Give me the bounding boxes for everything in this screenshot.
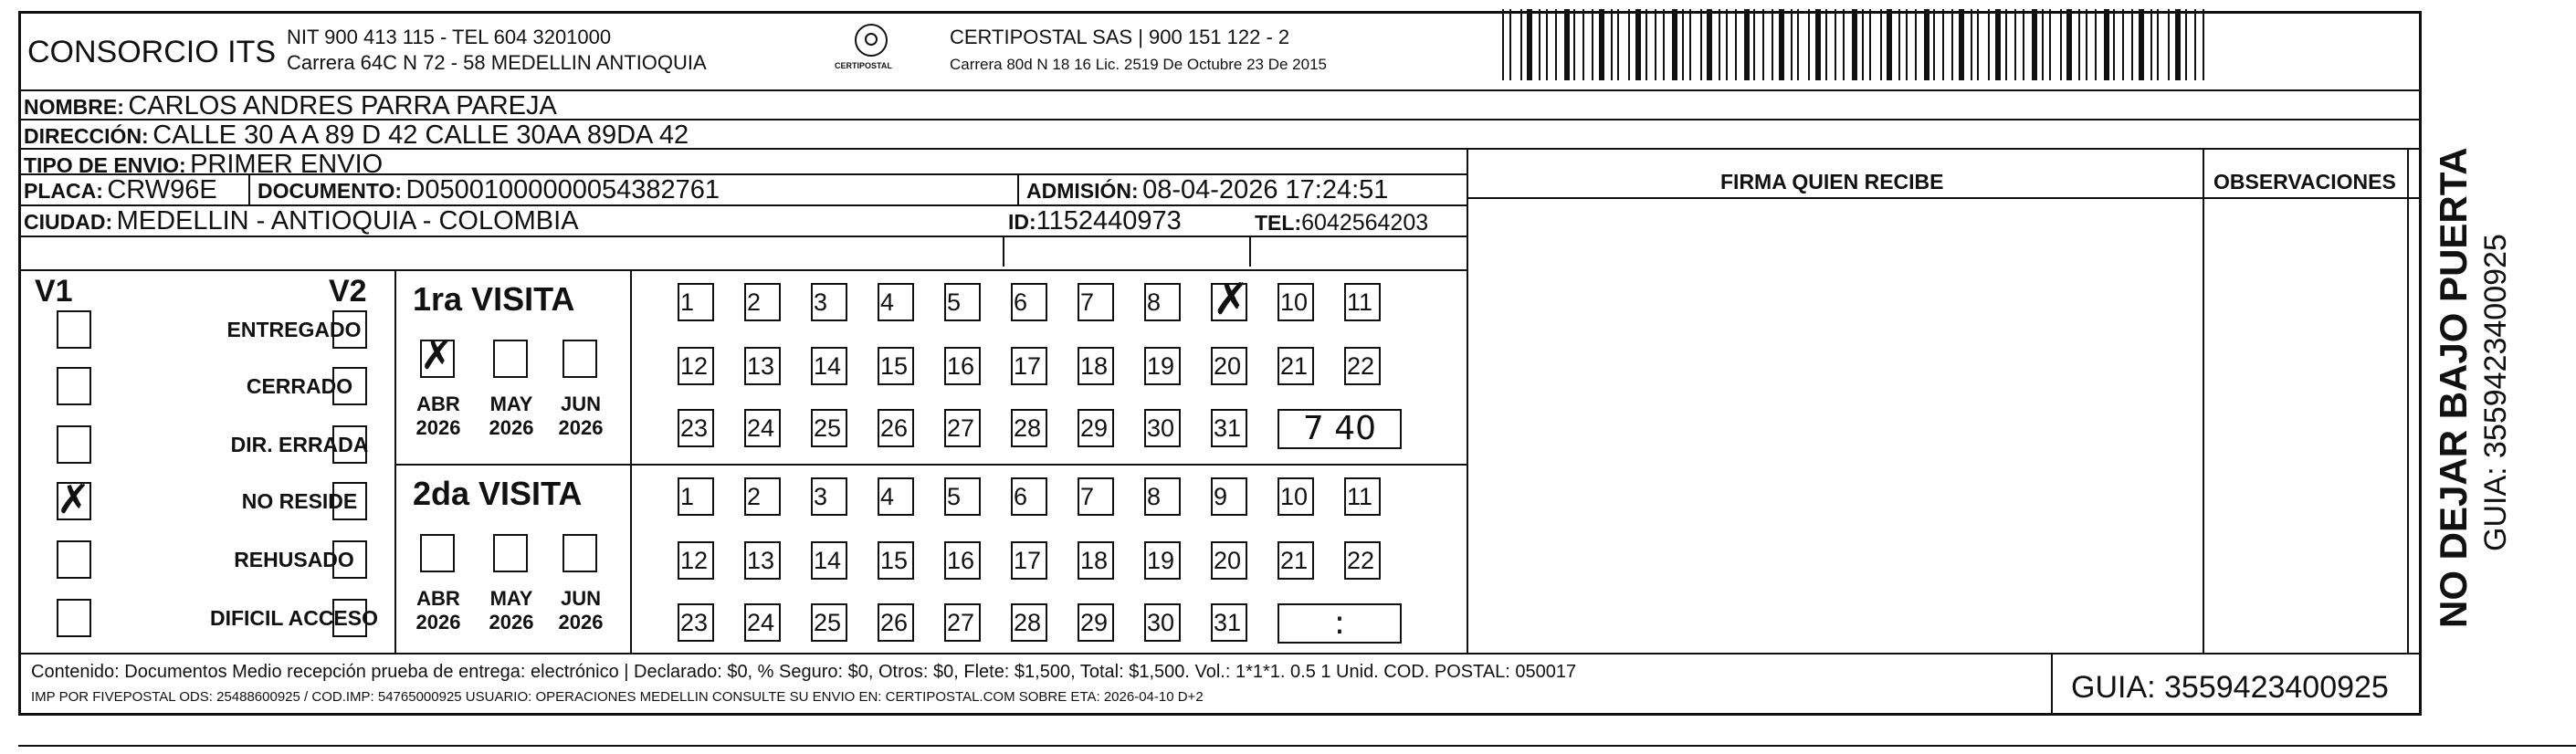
- document-label: DOCUMENTO:: [258, 179, 403, 203]
- barcode-bar: [1779, 9, 1784, 80]
- day-number: 1: [680, 288, 695, 316]
- visit-title: 2da VISITA: [413, 475, 583, 512]
- barcode-bar: [2175, 9, 2181, 80]
- barcode-bar: [1815, 9, 1821, 80]
- name-value: CARLOS ANDRES PARRA PAREJA: [128, 91, 557, 120]
- day-number: 14: [814, 352, 842, 380]
- day-number: 13: [747, 352, 775, 380]
- barcode-bar: [1700, 9, 1702, 80]
- day-number: 2: [747, 288, 762, 316]
- barcode-bar: [1635, 9, 1641, 80]
- plate-label: PLACA:: [24, 179, 103, 203]
- side-guia: GUIA: 3559423400925: [2478, 234, 2513, 551]
- rule: [2203, 148, 2204, 653]
- day-number: 24: [747, 609, 775, 636]
- day-number: 31: [1214, 414, 1242, 442]
- certipostal-logo-inner-icon: [865, 33, 878, 46]
- month-label: MAY: [489, 393, 533, 415]
- visit-title: 1ra VISITA: [413, 280, 575, 318]
- day-number: 12: [680, 547, 709, 574]
- barcode-bar: [1869, 9, 1871, 80]
- rule: [1249, 236, 1251, 267]
- barcode-bar: [2086, 9, 2087, 80]
- barcode-bar: [1744, 9, 1750, 80]
- barcode-bar: [1611, 9, 1613, 80]
- year-label: 2026: [489, 611, 534, 634]
- time-value: 7 40: [1302, 410, 1377, 447]
- v1-checkbox: [57, 310, 91, 349]
- company-address: Carrera 64C N 72 - 58 MEDELLIN ANTIOQUIA: [287, 51, 707, 74]
- barcode-bar: [2203, 9, 2204, 80]
- barcode-bar: [2042, 9, 2044, 80]
- day-number: 23: [680, 609, 709, 636]
- barcode-bar: [2095, 9, 2097, 80]
- year-label: 2026: [489, 416, 534, 439]
- send-type-value: PRIMER ENVIO: [190, 150, 384, 179]
- barcode-bar: [1915, 9, 1917, 80]
- nit-line: NIT 900 413 115 - TEL 604 3201000: [287, 26, 612, 48]
- day-number: 15: [880, 352, 909, 380]
- day-number: 29: [1080, 609, 1109, 636]
- barcode-bar: [1971, 9, 1972, 80]
- barcode-bar: [2168, 9, 2170, 80]
- barcode-bar: [1898, 9, 1900, 80]
- day-number: 19: [1147, 352, 1175, 380]
- name-label: NOMBRE:: [24, 95, 124, 119]
- month-label: ABR: [416, 393, 460, 415]
- rule: [394, 464, 1467, 466]
- barcode-bar: [1797, 9, 1799, 80]
- v1-checkbox: [57, 599, 91, 637]
- barcode-bar: [2014, 9, 2016, 80]
- barcode-bar: [2150, 9, 2152, 80]
- barcode-bar: [2078, 9, 2080, 80]
- day-number: 14: [814, 547, 842, 574]
- month-label: JUN: [560, 587, 601, 610]
- rule: [394, 269, 396, 653]
- day-number: 26: [880, 609, 909, 636]
- logo-text: CERTIPOSTAL: [835, 61, 892, 70]
- day-number: 16: [947, 547, 975, 574]
- barcode-bar: [1835, 9, 1836, 80]
- day-number: 28: [1014, 414, 1042, 442]
- status-label: CERRADO: [246, 374, 353, 398]
- day-number: 17: [1014, 352, 1042, 380]
- day-number: 22: [1347, 352, 1375, 380]
- barcode-bar: [1726, 9, 1728, 80]
- barcode-bar: [1617, 9, 1619, 80]
- barcode-bar: [1862, 9, 1864, 80]
- day-number: 10: [1280, 288, 1309, 316]
- day-number: 25: [814, 414, 842, 442]
- day-number: 19: [1147, 547, 1175, 574]
- day-number: 26: [880, 414, 909, 442]
- id-label: ID:: [1008, 210, 1036, 234]
- barcode-bar: [1753, 9, 1755, 80]
- day-number: 30: [1147, 609, 1175, 636]
- company-name: CONSORCIO ITS: [27, 35, 277, 69]
- rule: [1467, 197, 2203, 199]
- day-number: 7: [1080, 288, 1095, 316]
- month-label: ABR: [416, 587, 460, 610]
- no-dejar-bajo-puerta: NO DEJAR BAJO PUERTA: [2432, 147, 2475, 628]
- day-number: 21: [1280, 352, 1309, 380]
- barcode-bar: [1527, 9, 1532, 80]
- day-number: 25: [814, 609, 842, 636]
- status-label: DIR. ERRADA: [230, 433, 369, 456]
- year-label: 2026: [415, 611, 461, 634]
- barcode-bar: [1852, 9, 1857, 80]
- day-number: 1: [680, 483, 695, 510]
- page-edge-line: [18, 745, 2576, 747]
- day-number: 20: [1214, 352, 1242, 380]
- month-label: JUN: [560, 393, 601, 415]
- barcode-bar: [1762, 9, 1764, 80]
- document-value: D05001000000054382761: [405, 175, 720, 204]
- status-label: ENTREGADO: [226, 318, 362, 341]
- day-check-mark: ✗: [1213, 274, 1250, 325]
- barcode-bar: [2060, 9, 2062, 80]
- barcode-bar: [2023, 9, 2024, 80]
- status-label: DIFICIL ACCESO: [209, 606, 378, 630]
- observations-header: OBSERVACIONES: [2213, 170, 2396, 194]
- barcode-bar: [1689, 9, 1691, 80]
- id-value: 1152440973: [1036, 206, 1182, 236]
- barcode-bar: [1707, 9, 1712, 80]
- day-number: 3: [814, 483, 828, 510]
- day-number: 3: [814, 288, 828, 316]
- barcode-bar: [1582, 9, 1584, 80]
- month-checkbox: [493, 340, 528, 378]
- address-label: DIRECCIÓN:: [24, 124, 149, 148]
- month-checkbox: [563, 340, 597, 378]
- day-number: 18: [1080, 547, 1109, 574]
- day-number: 6: [1014, 483, 1028, 510]
- year-label: 2026: [415, 416, 461, 439]
- barcode-bar: [2194, 9, 2196, 80]
- day-number: 27: [947, 609, 975, 636]
- day-number: 8: [1147, 288, 1162, 316]
- day-number: 11: [1347, 483, 1373, 510]
- rule: [18, 653, 2422, 655]
- carrier-line: CERTIPOSTAL SAS | 900 151 122 - 2: [950, 26, 1290, 48]
- barcode-bar: [1942, 9, 1944, 80]
- barcode-bar: [1880, 9, 1882, 80]
- barcode-bar: [1772, 9, 1773, 80]
- barcode-bar: [1977, 9, 1979, 80]
- barcode-bar: [1663, 9, 1665, 80]
- v1-checkbox: [57, 425, 91, 464]
- day-number: 23: [680, 414, 709, 442]
- barcode-bar: [1628, 9, 1630, 80]
- day-number: 11: [1347, 288, 1373, 316]
- day-number: 28: [1014, 609, 1042, 636]
- barcode-bar: [1592, 9, 1593, 80]
- barcode-bar: [1539, 9, 1540, 80]
- day-number: 22: [1347, 547, 1375, 574]
- send-type-label: TIPO DE ENVIO:: [24, 153, 186, 177]
- v1-label: V1: [35, 274, 73, 309]
- barcode-bar: [1682, 9, 1684, 80]
- barcode-bar: [2157, 9, 2159, 80]
- barcode-bar: [1825, 9, 1827, 80]
- day-number: 10: [1280, 483, 1309, 510]
- barcode-bar: [1546, 9, 1548, 80]
- day-number: 29: [1080, 414, 1109, 442]
- content-line: Contenido: Documentos Medio recepción prueba de entrega: electrónico | Declarado: $0, % Seguro: $0, Otros: $0, Flete: $1,500, Total: $1,500. Vol.: 1*1*1. 0.5 1 Unid. COD. POSTAL: 050017: [31, 662, 1577, 682]
- barcode-bar: [1808, 9, 1810, 80]
- status-label: REHUSADO: [234, 548, 354, 571]
- barcode-bar: [1959, 9, 1964, 80]
- day-number: 17: [1014, 547, 1042, 574]
- day-number: 27: [947, 414, 975, 442]
- guia-box: GUIA: 3559423400925: [2071, 670, 2389, 705]
- barcode-bar: [1672, 9, 1677, 80]
- barcode-bar: [1573, 9, 1575, 80]
- barcode-bar: [1599, 9, 1604, 80]
- barcode-bar: [1520, 9, 1522, 80]
- barcode-bar: [1564, 9, 1570, 80]
- signature-header: FIRMA QUIEN RECIBE: [1720, 170, 1944, 194]
- barcode-bar: [1995, 9, 2001, 80]
- plate-value: CRW96E: [107, 175, 217, 204]
- day-number: 5: [947, 288, 962, 316]
- barcode-bar: [1719, 9, 1720, 80]
- barcode-bar: [1502, 9, 1504, 80]
- imp-line: IMP POR FIVEPOSTAL ODS: 25488600925 / COD.IMP: 54765000925 USUARIO: OPERACIONES MEDELLIN CONSULTE SU ENVIO EN: CERTIPOSTAL.COM SOBRE ETA: 2026-04-10 D+2: [31, 689, 1204, 705]
- barcode-bar: [2122, 9, 2124, 80]
- day-number: 13: [747, 547, 775, 574]
- month-checkbox: [493, 534, 528, 572]
- admission-label: ADMISIÓN:: [1026, 179, 1139, 203]
- barcode-bar: [1655, 9, 1656, 80]
- time-value: :: [1333, 604, 1346, 642]
- year-label: 2026: [558, 416, 604, 439]
- rule: [2203, 197, 2422, 199]
- barcode-bar: [2005, 9, 2007, 80]
- barcode-bar: [2131, 9, 2133, 80]
- city-label: CIUDAD:: [24, 210, 113, 234]
- barcode-bar: [1906, 9, 1908, 80]
- barcode-bar: [1887, 9, 1892, 80]
- month-checkbox: [420, 534, 455, 572]
- v1-checkbox: [57, 367, 91, 405]
- v2-label: V2: [329, 274, 367, 309]
- rule: [630, 269, 632, 653]
- month-checkbox: [563, 534, 597, 572]
- admission-value: 08-04-2026 17:24:51: [1142, 175, 1389, 204]
- day-number: 15: [880, 547, 909, 574]
- barcode-bar: [2066, 9, 2072, 80]
- barcode-bar: [1843, 9, 1845, 80]
- day-number: 21: [1280, 547, 1309, 574]
- day-number: 30: [1147, 414, 1175, 442]
- v1-check-mark: ✗: [57, 476, 90, 523]
- day-number: 5: [947, 483, 962, 510]
- day-number: 9: [1214, 483, 1228, 510]
- year-label: 2026: [558, 611, 604, 634]
- tel-value: 6042564203: [1301, 210, 1429, 236]
- day-number: 8: [1147, 483, 1162, 510]
- carrier-address: Carrera 80d N 18 16 Lic. 2519 De Octubre 23 De 2015: [950, 56, 1327, 73]
- day-number: 31: [1214, 609, 1242, 636]
- day-number: 16: [947, 352, 975, 380]
- rule: [2051, 653, 2053, 716]
- barcode-bar: [2049, 9, 2051, 80]
- barcode-bar: [2032, 9, 2037, 80]
- day-number: 12: [680, 352, 709, 380]
- address-value: CALLE 30 A A 89 D 42 CALLE 30AA 89DA 42: [152, 120, 689, 150]
- v1-checkbox: [57, 540, 91, 579]
- barcode-bar: [1924, 9, 1929, 80]
- day-number: 24: [747, 414, 775, 442]
- barcode-bar: [1951, 9, 1953, 80]
- barcode-bar: [1509, 9, 1511, 80]
- status-label: NO RESIDE: [241, 489, 358, 513]
- rule: [2407, 148, 2409, 653]
- barcode-bar: [2104, 9, 2109, 80]
- day-number: 4: [880, 288, 895, 316]
- day-number: 4: [880, 483, 895, 510]
- barcode-bar: [2113, 9, 2115, 80]
- month-label: MAY: [489, 587, 533, 610]
- tel-label: TEL:: [1255, 211, 1302, 235]
- rule: [1467, 148, 1468, 653]
- barcode: [1502, 9, 2205, 80]
- month-check-mark: ✗: [420, 332, 454, 379]
- day-number: 6: [1014, 288, 1028, 316]
- day-number: 20: [1214, 547, 1242, 574]
- barcode-bar: [1555, 9, 1557, 80]
- barcode-bar: [2185, 9, 2187, 80]
- city-value: MEDELLIN - ANTIOQUIA - COLOMBIA: [116, 206, 579, 236]
- barcode-bar: [2139, 9, 2144, 80]
- rule: [1017, 173, 1019, 204]
- barcode-bar: [1735, 9, 1737, 80]
- day-number: 7: [1080, 483, 1095, 510]
- barcode-bar: [1791, 9, 1793, 80]
- rule: [1003, 236, 1004, 267]
- barcode-bar: [1645, 9, 1647, 80]
- barcode-bar: [1988, 9, 1990, 80]
- day-number: 18: [1080, 352, 1109, 380]
- rule: [18, 269, 1467, 271]
- day-number: 2: [747, 483, 762, 510]
- barcode-bar: [1933, 9, 1935, 80]
